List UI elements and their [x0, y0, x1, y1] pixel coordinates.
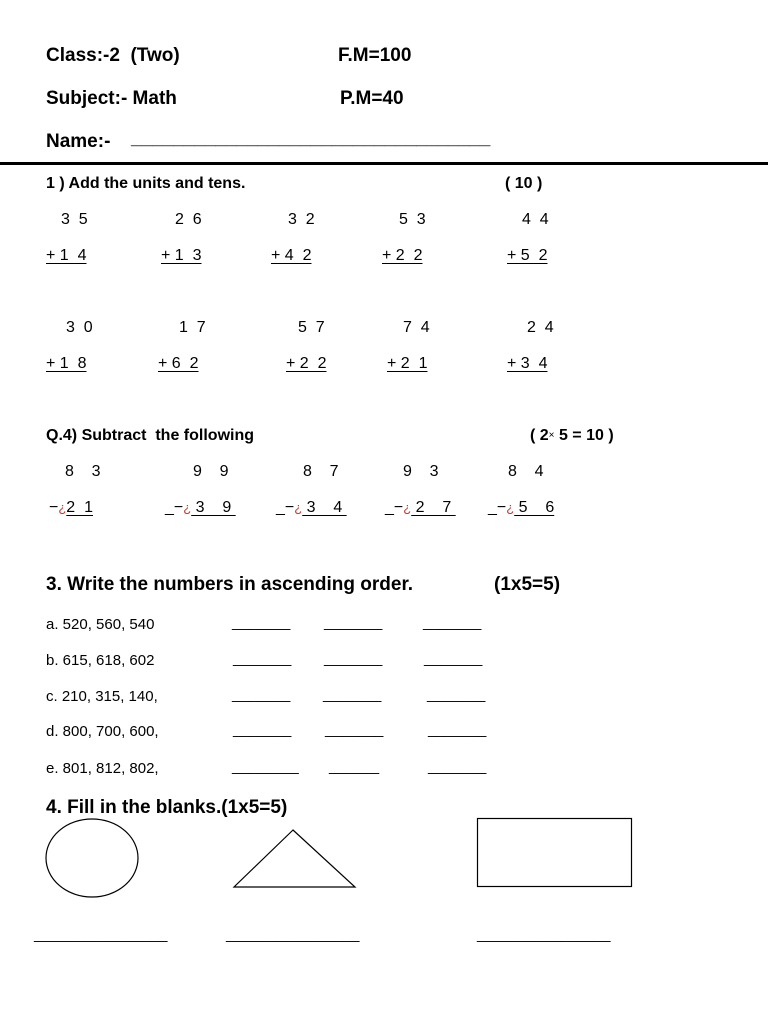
- q1-title: 1 ) Add the units and tens.: [46, 175, 246, 192]
- shape-answer-rectangle[interactable]: ________________: [477, 926, 611, 943]
- header-divider: [0, 162, 768, 165]
- q3-item-b-label: b. 615, 618, 602: [46, 652, 155, 669]
- full-marks-label: F.M=100: [338, 45, 412, 66]
- q1-r2-p4-top: 7 4: [403, 319, 430, 336]
- sub-p5-bottom: _−¿ 5 6: [488, 499, 555, 516]
- q1-r2-p1-top: 3 0: [66, 319, 93, 336]
- sub-p2-top: 9 9: [193, 463, 229, 480]
- q1-r2-p3-bottom: + 2 2: [286, 355, 327, 372]
- q3-title: 3. Write the numbers in ascending order.: [46, 574, 414, 595]
- q1-r1-p3-bottom: + 4 2: [271, 247, 312, 264]
- q3-item-a-blank-3[interactable]: _______: [423, 614, 482, 631]
- q3-item-a-label: a. 520, 560, 540: [46, 616, 155, 633]
- q1-r1-p5-top: 4 4: [522, 211, 549, 228]
- q1-r2-p5-top: 2 4: [527, 319, 554, 336]
- q1-r1-p4-bottom: + 2 2: [382, 247, 423, 264]
- shape-answer-triangle[interactable]: ________________: [226, 926, 360, 943]
- sub-p3-bottom: _−¿ 3 4: [276, 499, 347, 516]
- q1-r2-p2-top: 1 7: [179, 319, 206, 336]
- subtract-title: Q.4) Subtract the following: [46, 427, 254, 444]
- q1-r1-p1-top: 3 5: [61, 211, 88, 228]
- sub-p4-bottom: _−¿ 2 7: [385, 499, 456, 516]
- sub-p1-bottom: −¿2 1: [49, 499, 93, 516]
- q3-item-b-blank-2[interactable]: _______: [324, 650, 383, 667]
- q3-item-b-blank-3[interactable]: _______: [424, 650, 483, 667]
- q3-item-d-blank-3[interactable]: _______: [428, 721, 487, 738]
- name-field-line[interactable]: __________________________________: [131, 128, 491, 149]
- q1-marks: ( 10 ): [505, 175, 543, 192]
- q3-item-e-blank-3[interactable]: _______: [428, 758, 487, 775]
- q1-r1-p5-bottom: + 5 2: [507, 247, 548, 264]
- q3-item-e-blank-2[interactable]: ______: [329, 758, 380, 775]
- q1-r1-p1-bottom: + 1 4: [46, 247, 87, 264]
- q3-marks: (1x5=5): [494, 574, 561, 595]
- q3-item-c-label: c. 210, 315, 140,: [46, 688, 158, 705]
- q3-item-e-blank-1[interactable]: ________: [232, 758, 299, 775]
- sub-p3-top: 8 7: [303, 463, 339, 480]
- sub-p4-top: 9 3: [403, 463, 439, 480]
- q3-item-a-blank-2[interactable]: _______: [324, 614, 383, 631]
- class-label: Class:-2 (Two): [46, 45, 180, 66]
- q3-item-b-blank-1[interactable]: _______: [233, 650, 292, 667]
- q1-r2-p3-top: 5 7: [298, 319, 325, 336]
- subject-label: Subject:- Math: [46, 88, 177, 109]
- q3-item-e-label: e. 801, 812, 802,: [46, 760, 159, 777]
- triangle-icon: [232, 828, 358, 890]
- subtract-marks: ( 2× 5 = 10 ): [530, 427, 614, 444]
- q1-r2-p1-bottom: + 1 8: [46, 355, 87, 372]
- sub-p5-top: 8 4: [508, 463, 544, 480]
- name-label: Name:-: [46, 131, 111, 152]
- q1-r1-p3-top: 3 2: [288, 211, 315, 228]
- q1-r1-p2-bottom: + 1 3: [161, 247, 202, 264]
- q3-item-c-blank-2[interactable]: _______: [323, 686, 382, 703]
- q1-r1-p4-top: 5 3: [399, 211, 426, 228]
- q3-item-d-label: d. 800, 700, 600,: [46, 723, 159, 740]
- q1-r1-p2-top: 2 6: [175, 211, 202, 228]
- sub-p2-bottom: _−¿ 3 9: [165, 499, 236, 516]
- q1-r2-p4-bottom: + 2 1: [387, 355, 428, 372]
- q1-r2-p5-bottom: + 3 4: [507, 355, 548, 372]
- q3-item-a-blank-1[interactable]: _______: [232, 614, 291, 631]
- q3-item-c-blank-3[interactable]: _______: [427, 686, 486, 703]
- q4-title: 4. Fill in the blanks.(1x5=5): [46, 797, 288, 818]
- rectangle-icon: [476, 817, 634, 889]
- sub-p1-top: 8 3: [65, 463, 101, 480]
- q3-item-c-blank-1[interactable]: _______: [232, 686, 291, 703]
- pass-marks-label: P.M=40: [340, 88, 404, 109]
- q3-item-d-blank-2[interactable]: _______: [325, 721, 384, 738]
- q1-r2-p2-bottom: + 6 2: [158, 355, 199, 372]
- q3-item-d-blank-1[interactable]: _______: [233, 721, 292, 738]
- circle-icon: [44, 818, 142, 900]
- shape-answer-circle[interactable]: ________________: [34, 926, 168, 943]
